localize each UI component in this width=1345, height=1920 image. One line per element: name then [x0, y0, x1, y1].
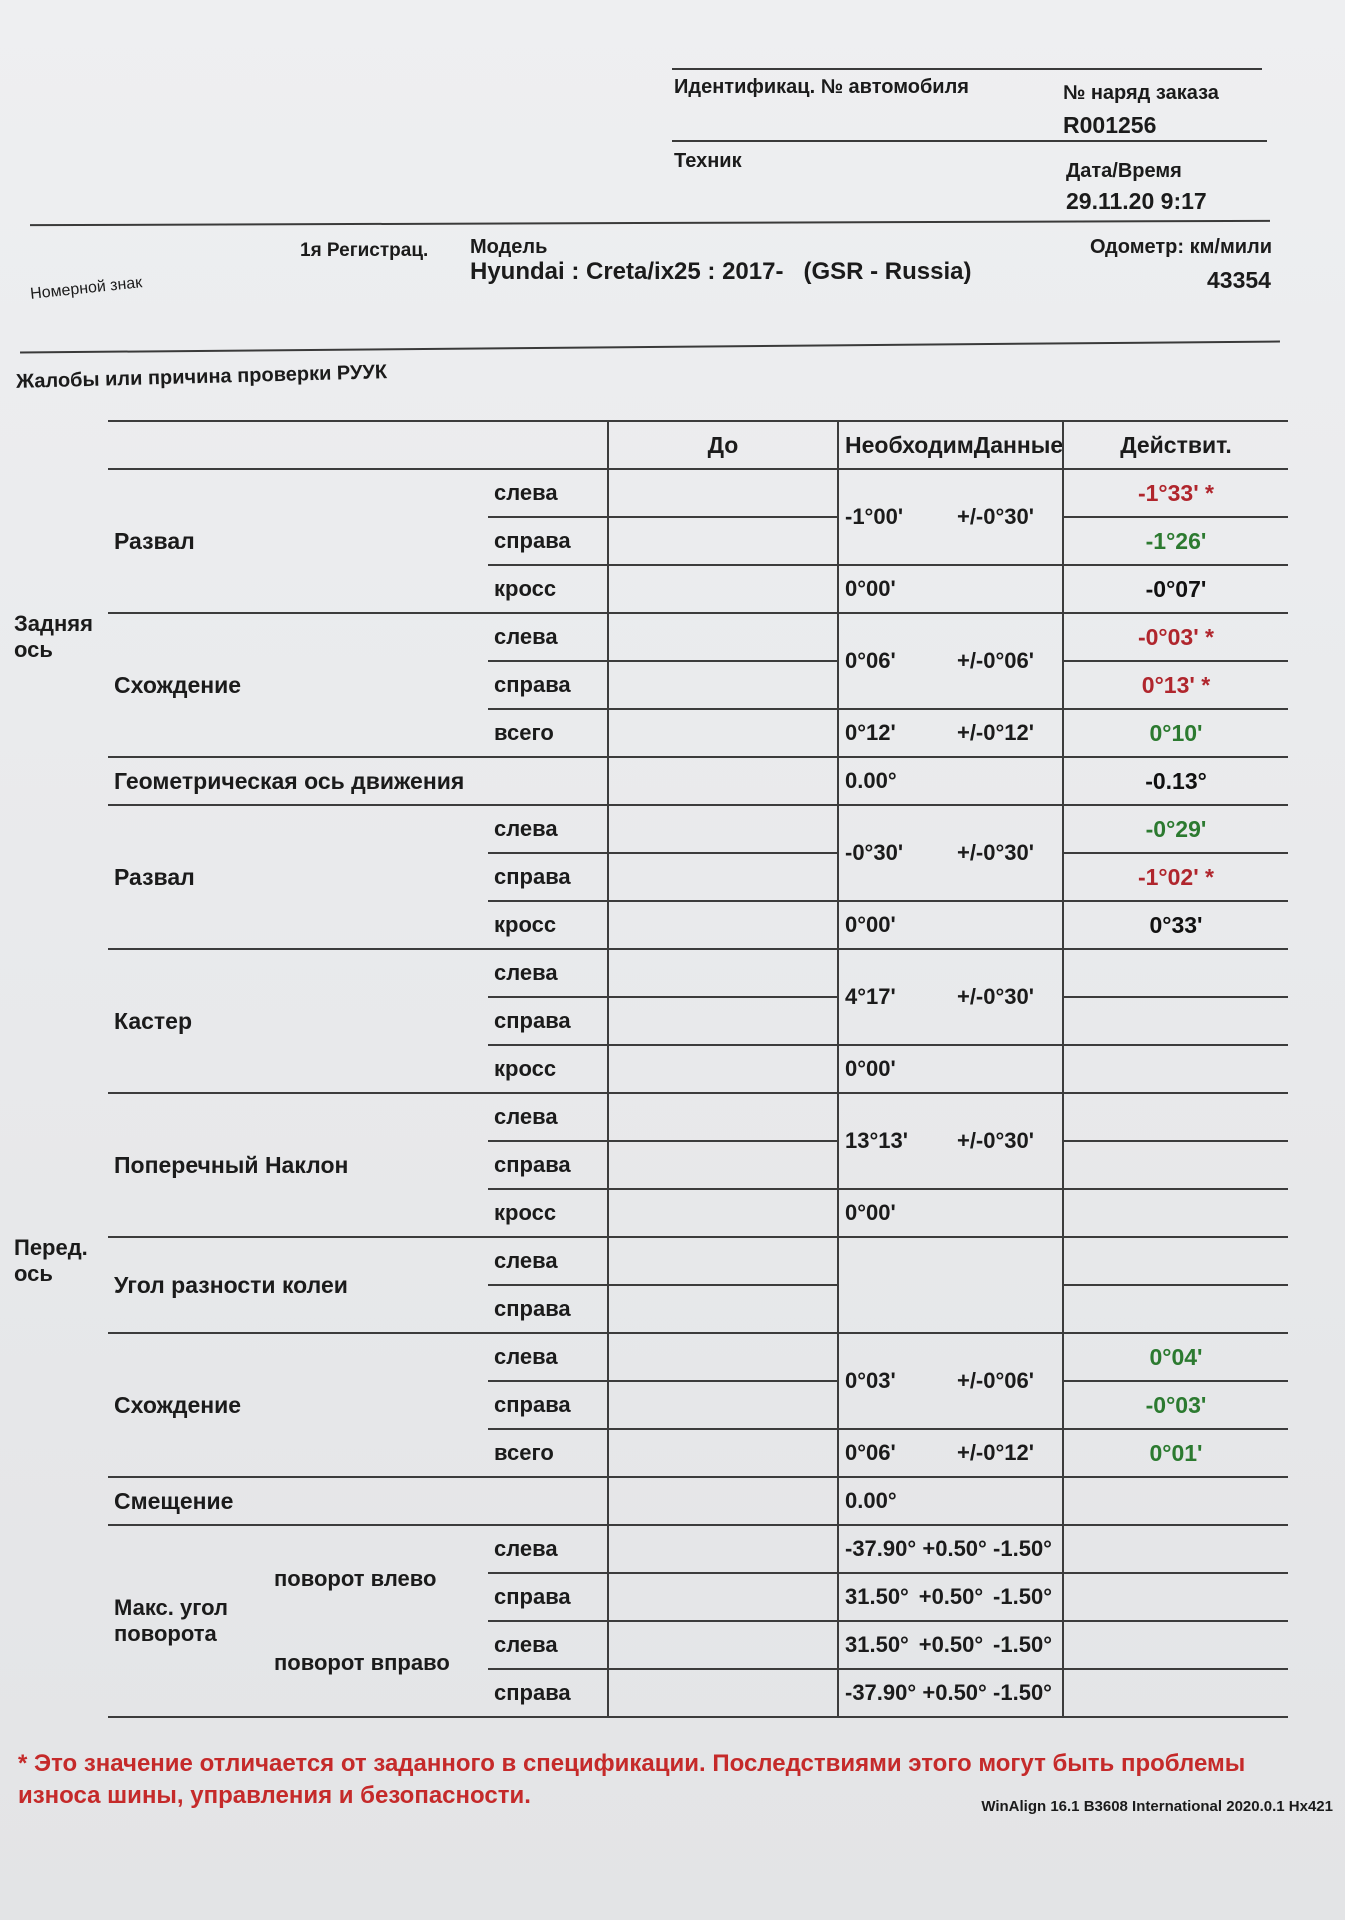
spec-value: 0°12' [845, 720, 896, 745]
spec-minus: -1.50° [993, 1632, 1052, 1657]
spec-plus: +0.50° [918, 1584, 984, 1609]
complaint-label: Жалобы или причина проверки РУУК [15, 361, 388, 393]
side-left-label: слева [488, 1621, 608, 1669]
table-row [8, 1333, 1288, 1381]
side-left-label: слева [488, 469, 608, 517]
spec-tolerance: +/-0°12' [956, 720, 1034, 745]
side-right-label: справа [488, 997, 608, 1045]
odometer-label: Одометр: км/мили [1090, 236, 1273, 258]
spec-value: 0°03' [845, 1368, 896, 1393]
side-right-label: справа [488, 517, 608, 565]
actual-value: 0°10' [1063, 709, 1288, 757]
side-right-label: справа [488, 1381, 608, 1429]
warning-footnote: * Это значение отличается от заданного в спецификации. Последствиями этого могут быть проблемы износа шины, управления и безопасности. [18, 1750, 1246, 1809]
turn-right-label: поворот вправо [274, 1650, 450, 1675]
table-row [8, 949, 1288, 997]
header-rule [672, 140, 1267, 142]
front-camber-label: Развал [108, 805, 488, 949]
side-cross-label: кросс [488, 1045, 608, 1093]
spec-value: -1°00' [845, 504, 904, 529]
header-rule [20, 341, 1280, 354]
side-left-label: слева [488, 613, 608, 661]
col-spec-header: НеобходимДанные [838, 421, 1063, 469]
actual-value: -1°02' * [1063, 853, 1288, 901]
front-toe-label: Схождение [108, 1333, 488, 1477]
order-label: № наряд заказа [1063, 82, 1219, 104]
spec-value: 31.50° [845, 1632, 909, 1657]
spec-tolerance: +/-0°30' [956, 984, 1034, 1009]
side-right-label: справа [488, 853, 608, 901]
side-left-label: слева [488, 805, 608, 853]
col-actual-header: Действит. [1063, 421, 1288, 469]
thrust-angle-label: Геометрическая ось движения [108, 757, 608, 805]
table-row [8, 757, 1288, 805]
spec-tolerance: +/-0°30' [956, 504, 1034, 529]
spec-value: -37.90° [845, 1680, 917, 1705]
spec-plus: +0.50° [922, 1536, 987, 1561]
alignment-table [8, 420, 1288, 1718]
actual-value: -0°07' [1063, 565, 1288, 613]
side-left-label: слева [488, 949, 608, 997]
rear-axis-label: Задняя ось [14, 611, 93, 662]
table-row [8, 805, 1288, 853]
spec-minus: -1.50° [993, 1536, 1052, 1561]
spec-value: 0°00' [838, 1045, 1063, 1093]
side-cross-label: кросс [488, 565, 608, 613]
actual-value: -0.13° [1063, 757, 1288, 805]
header-rule [672, 68, 1262, 70]
actual-value: -1°26' [1063, 517, 1288, 565]
spec-value: 13°13' [845, 1128, 908, 1153]
software-version: WinAlign 16.1 B3608 International 2020.0.1 Hx421 [981, 1798, 1333, 1815]
actual-value: -0°03' [1063, 1381, 1288, 1429]
actual-value: 0°33' [1063, 901, 1288, 949]
actual-value: 0°04' [1063, 1333, 1288, 1381]
setback-label: Смещение [108, 1477, 608, 1525]
spec-value: 0°00' [838, 565, 1063, 613]
side-left-label: слева [488, 1333, 608, 1381]
spec-value: 0°06' [845, 1440, 896, 1465]
actual-value: 0°13' * [1063, 661, 1288, 709]
side-cross-label: кросс [488, 1189, 608, 1237]
spec-plus: +0.50° [922, 1680, 987, 1705]
odometer-value: 43354 [1207, 267, 1271, 293]
spec-tolerance: +/-0°30' [956, 1128, 1034, 1153]
technician-label: Техник [674, 150, 742, 172]
spec-plus: +0.50° [918, 1632, 984, 1657]
side-left-label: слева [488, 1093, 608, 1141]
max-turn-label: Макс. угол поворота [114, 1595, 228, 1646]
registration-label: 1я Регистрац. [300, 240, 429, 261]
table-row [8, 1237, 1288, 1285]
spec-value: 31.50° [845, 1584, 909, 1609]
actual-value: -0°03' * [1063, 613, 1288, 661]
spec-value: 0°00' [838, 1189, 1063, 1237]
spec-tolerance: +/-0°30' [956, 840, 1034, 865]
side-cross-label: кросс [488, 901, 608, 949]
actual-value: -0°29' [1063, 805, 1288, 853]
spec-value: -0°30' [845, 840, 904, 865]
col-before-header: До [608, 421, 838, 469]
header-rule [30, 220, 1270, 226]
rear-camber-label: Развал [108, 469, 488, 613]
spec-value: 0°00' [838, 901, 1063, 949]
datetime-label: Дата/Время [1066, 160, 1182, 182]
spec-minus: -1.50° [993, 1680, 1052, 1705]
rear-toe-label: Схождение [108, 613, 488, 757]
side-right-label: справа [488, 661, 608, 709]
side-right-label: справа [488, 1669, 608, 1717]
order-number: R001256 [1063, 112, 1157, 138]
spec-minus: -1.50° [993, 1584, 1052, 1609]
spec-value: 0.00° [838, 1477, 1063, 1525]
vin-label: Идентификац. № автомобиля [674, 76, 969, 98]
side-left-label: слева [488, 1525, 608, 1573]
plate-label: Номерной знак [29, 274, 143, 303]
side-total-label: всего [488, 709, 608, 757]
spec-value: 4°17' [845, 984, 896, 1009]
spec-value: 0.00° [838, 757, 1063, 805]
spec-tolerance: +/-0°06' [956, 648, 1034, 673]
spec-tolerance: +/-0°12' [956, 1440, 1034, 1465]
front-axis-label: Перед. ось [14, 1235, 88, 1286]
table-row [8, 613, 1288, 661]
actual-value: -1°33' * [1063, 469, 1288, 517]
table-row [8, 1093, 1288, 1141]
toe-out-turns-label: Угол разности колеи [108, 1237, 488, 1333]
model-label: Модель [470, 236, 548, 258]
datetime-value: 29.11.20 9:17 [1066, 188, 1207, 214]
table-row [8, 1525, 1288, 1573]
sai-label: Поперечный Наклон [108, 1093, 488, 1237]
side-right-label: справа [488, 1285, 608, 1333]
side-left-label: слева [488, 1237, 608, 1285]
side-total-label: всего [488, 1429, 608, 1477]
turn-left-label: поворот влево [274, 1566, 437, 1591]
spec-value: -37.90° [845, 1536, 917, 1561]
side-right-label: справа [488, 1573, 608, 1621]
model-value: Hyundai : Creta/ix25 : 2017- (GSR - Russia) [470, 258, 972, 285]
table-row [8, 1477, 1288, 1525]
actual-value: 0°01' [1063, 1429, 1288, 1477]
caster-label: Кастер [108, 949, 488, 1093]
side-right-label: справа [488, 1141, 608, 1189]
spec-value: 0°06' [845, 648, 896, 673]
spec-tolerance: +/-0°06' [956, 1368, 1034, 1393]
table-row [8, 469, 1288, 517]
